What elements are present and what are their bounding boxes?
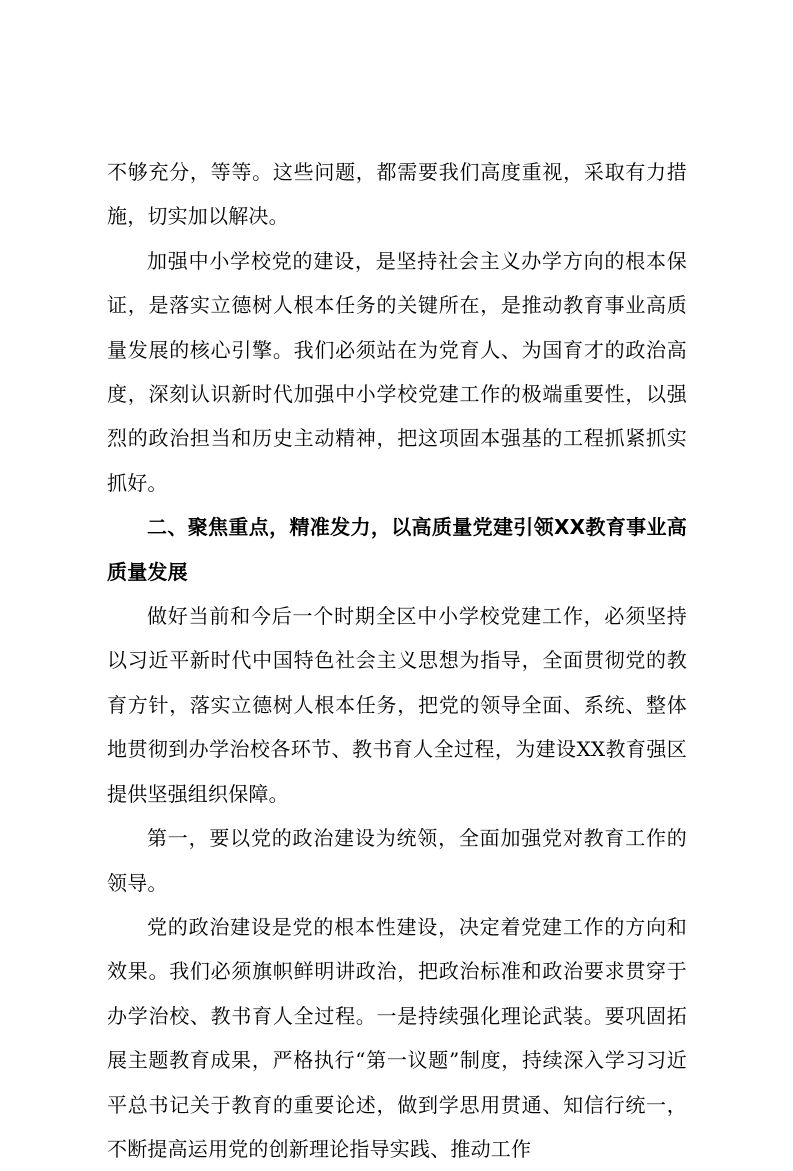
paragraph-political-construction: 党的政治建设是党的根本性建设，决定着党建工作的方向和效果。我们必须旗帜鲜明讲政治，把政治标准和政治要求贯穿于办学治校、教书育人全过程。一是持续强化理论武装。要巩固拓展主题教育成果，严格执行“第一议题”制度，持续深入学习习近平总书记关于教育的重要论述，做到学思用贯通、知信行统一，不断提高运用党的创新理论指导实践、推动工作 bbox=[107, 914, 687, 1161]
paragraph-continuation: 不够充分，等等。这些问题，都需要我们高度重视，采取有力措施，切实加以解决。 bbox=[107, 160, 687, 229]
section-heading-two: 二、聚焦重点，精准发力，以高质量党建引领XX教育事业高质量发展 bbox=[107, 515, 687, 584]
document-body bbox=[107, 150, 687, 1171]
subheading-first: 第一，要以党的政治建设为统领，全面加强党对教育工作的领导。 bbox=[107, 826, 687, 895]
paragraph-importance: 加强中小学校党的建设，是坚持社会主义办学方向的根本保证，是落实立德树人根本任务的关键所在，是推动教育事业高质量发展的核心引擎。我们必须站在为党育人、为国育才的政治高度，深刻认识新时代加强中小学校党建工作的极端重要性，以强烈的政治担当和历史主动精神，把这项固本强基的工程抓紧抓实抓好。 bbox=[107, 248, 687, 495]
paragraph-guidance: 做好当前和今后一个时期全区中小学校党建工作，必须坚持以习近平新时代中国特色社会主义思想为指导，全面贯彻党的教育方针，落实立德树人根本任务，把党的领导全面、系统、整体地贯彻到办学治校各环节、教书育人全过程，为建设XX教育强区提供坚强组织保障。 bbox=[107, 604, 687, 806]
